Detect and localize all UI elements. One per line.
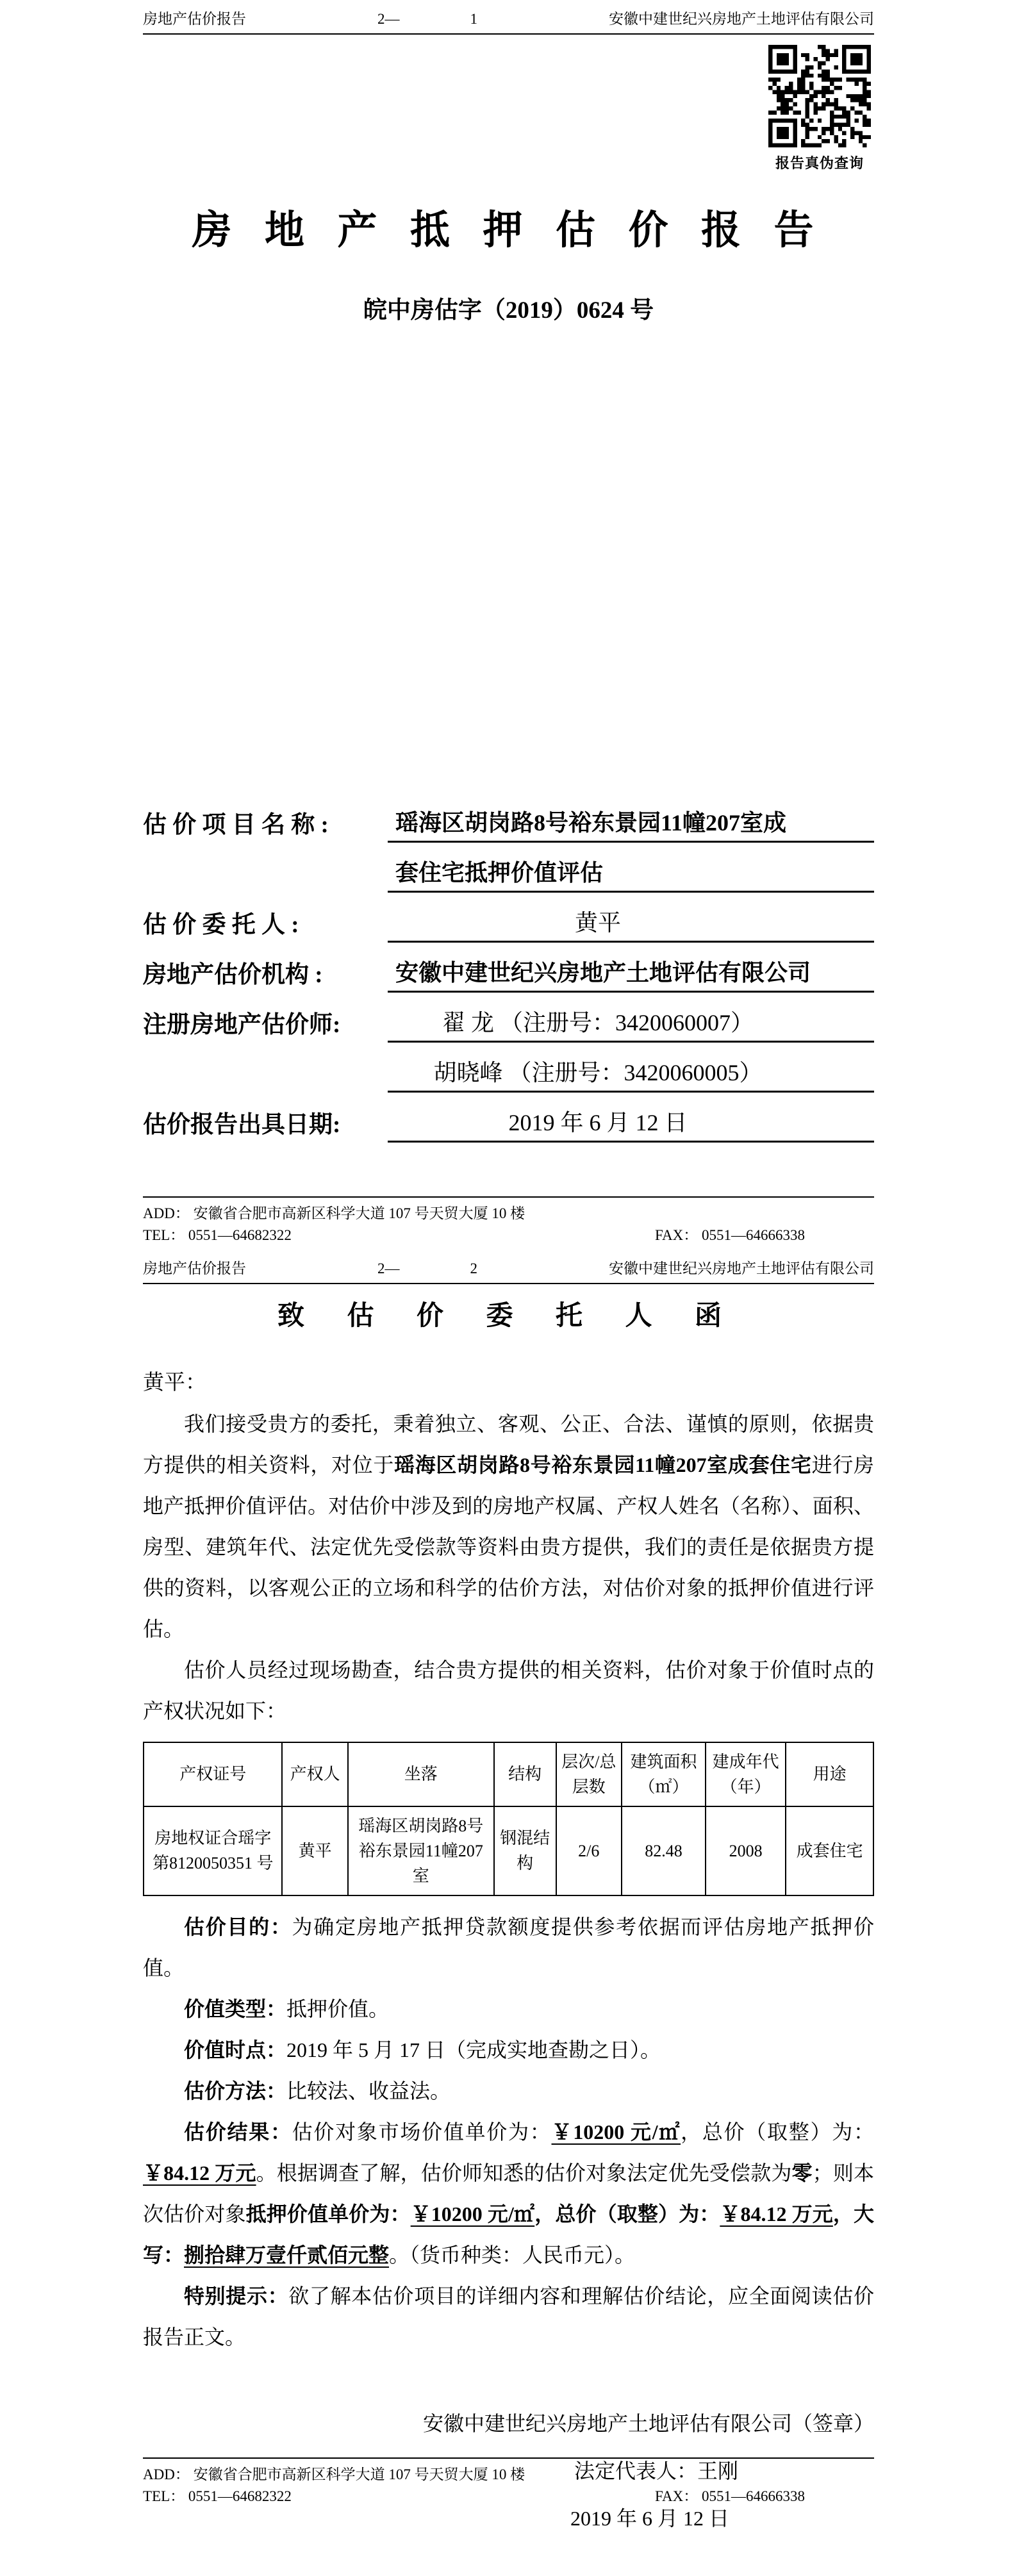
signature-company: 安徽中建世纪兴房地产土地评估有限公司（签章） [422,2411,874,2435]
item-label: 特别提示： [184,2284,289,2308]
footer-fax: FAX： 0551—64666338 [654,2488,805,2504]
text-segment: 捌拾肆万壹仟贰佰元整 [184,2243,390,2266]
page-footer [143,2457,874,2507]
table-header-cell: 产权证号 [144,1742,282,1806]
page-footer [143,1196,874,1246]
text-segment: 2019 年 5 月 17 日（完成实地查勘之日）。 [286,2038,661,2061]
table-cell: 成套住宅 [786,1806,873,1895]
table-cell: 82.48 [622,1806,706,1895]
text-segment: 我们接受贵方的委托，秉着独立、客观、公正、合法、谨慎的原则，依据贵方提供的相关资料，对位于 [143,1412,874,1476]
form-field-row [143,1093,874,1143]
header-doc-title: 房地产估价报告 [143,11,246,27]
letter-title: 致 估 价 委 托 人 函 [277,1301,740,1331]
text-segment: 。（货币种类：人民币元）。 [389,2243,636,2266]
table-header-row [144,1742,873,1806]
field-label [143,1089,388,1093]
footer-tel: TEL： 0551—64682322 [143,2488,292,2504]
text-segment: 。根据调查了解，估价师知悉的估价对象法定优先受偿款为 [256,2161,792,2184]
table-header-cell: 坐落 [348,1742,494,1806]
table-row [144,1806,873,1895]
salutation: 黄平： [143,1371,206,1394]
text-segment: 估价人员经过现场勘查，结合贵方提供的相关资料，估价对象于价值时点的产权状况如下： [143,1658,874,1722]
field-label [143,889,388,893]
field-label: 估 价 项 目 名 称 : [143,811,329,838]
field-label: 估 价 委 托 人 : [143,911,299,938]
report-page-1 [0,0,1017,1250]
text-segment: 抵押价值单价为： [245,2202,411,2225]
form-field-row [143,893,874,943]
report-page-2 [0,1250,1017,2576]
header-total-pages: 2— [377,11,400,27]
table-cell: 房地权证合瑶字第8120050351 号 [144,1806,282,1895]
table-header-cell: 产权人 [282,1742,348,1806]
header-page-number [377,10,477,28]
qr-code-icon [768,45,871,147]
item-label: 估价方法： [184,2079,287,2102]
field-label: 估价报告出具日期: [143,1111,341,1138]
table-header-cell: 结构 [494,1742,556,1806]
text-segment: 零 [791,2161,813,2184]
footer-contact-row [143,1225,874,1246]
footer-address: ADD： 安徽省合肥市高新区科学大道 107 号天贸大厦 10 楼 [143,2466,525,2483]
signature-date: 2019 年 6 月 12 日 [570,2506,729,2530]
footer-fax: FAX： 0551—64666338 [654,1226,805,1243]
text-segment: ￥10200 元/㎡ [410,2202,535,2225]
form-field-row [143,1043,874,1093]
table-header-cell: 建成年代（年） [706,1742,786,1806]
signature-legal-representative: 法定代表人：王刚 [574,2459,738,2482]
text-segment: ￥84.12 万元 [720,2202,833,2225]
page-header [143,0,874,35]
table-cell: 2008 [706,1806,786,1895]
summary-item [143,2275,874,2357]
qr-caption: 报告真伪查询 [775,155,864,171]
form-field-row [143,943,874,993]
letter-paragraph-1 [143,1403,874,1649]
report-title: 房 地 产 抵 押 估 价 报 告 [192,208,825,252]
table-header-cell: 层次/总层数 [556,1742,622,1806]
text-segment: 欲了解本估价项目的详细内容和理解估价结论，应全面阅读估价报告正文。 [143,2284,874,2349]
text-segment: ，总价（取整）为： [681,2120,874,2143]
document-number: 皖中房估字（2019）0624 号 [363,297,654,324]
letter-paragraph-2 [143,1649,874,1731]
text-segment: ，大写： [143,2202,874,2266]
table-cell: 钢混结构 [494,1806,556,1895]
form-field-row [143,843,874,893]
header-current-page: 2 [470,1260,477,1276]
summary-item [143,2111,874,2275]
text-segment: ￥10200 元/㎡ [551,2120,681,2143]
header-company-name: 安徽中建世纪兴房地产土地评估有限公司 [609,1260,874,1276]
item-label: 估价结果： [184,2120,292,2143]
item-label: 价值类型： [184,1997,287,2020]
field-value: 2019 年 6 月 12 日 [388,1109,874,1143]
header-page-number [377,1260,477,1278]
header-doc-title: 房地产估价报告 [143,1260,246,1276]
text-segment: 进行房地产抵押价值评估。对估价中涉及到的房地产权属、产权人姓名（名称）、面积、房型、建筑年代、法定优先受偿款等资料由贵方提供，我们的责任是依据贵方提供的资料，以客观公正的立场和科学的估价方法，对估价对象的抵押价值进行评估。 [143,1453,874,1640]
field-value: 套住宅抵押价值评估 [388,859,874,893]
text-segment: 瑶海区胡岗路8号裕东景园11幢207室成套住宅 [394,1453,812,1476]
summary-item [143,2070,874,2111]
property-rights-table [143,1742,874,1896]
field-value: 瑶海区胡岗路8号裕东景园11幢207室成 [388,809,874,843]
text-segment: ￥84.12 万元 [143,2161,256,2184]
text-segment: 比较法、收益法。 [286,2079,451,2102]
footer-contact-row [143,2486,874,2507]
valuation-summary-items [143,1906,874,2357]
table-header-cell: 建筑面积（㎡） [622,1742,706,1806]
item-label: 价值时点： [184,2038,287,2061]
summary-item [143,1988,874,2029]
cover-form [143,793,874,1143]
text-segment: 估价对象市场价值单价为： [292,2120,552,2143]
text-segment: 为确定房地产抵押贷款额度提供参考依据而评估房地产抵押价值。 [143,1915,874,1979]
field-value: 胡晓峰 （注册号：3420060005） [388,1059,874,1093]
field-value: 安徽中建世纪兴房地产土地评估有限公司 [388,959,874,993]
field-value: 翟 龙 （注册号：3420060007） [388,1009,874,1043]
form-field-row [143,993,874,1043]
item-label: 估价目的： [184,1915,292,1938]
text-segment: ，总价（取整）为： [534,2202,720,2225]
qr-block [768,45,871,172]
form-field-row [143,793,874,843]
field-label: 房地产估价机构 : [143,961,323,988]
header-company-name: 安徽中建世纪兴房地产土地评估有限公司 [609,11,874,27]
table-header-cell: 用途 [786,1742,873,1806]
footer-tel: TEL： 0551—64682322 [143,1226,292,1243]
summary-item [143,1906,874,1988]
table-cell: 黄平 [282,1806,348,1895]
page-header [143,1250,874,1284]
summary-item [143,2029,874,2070]
header-current-page: 1 [470,11,477,27]
text-segment: ；则本次估价对象 [143,2161,874,2225]
table-cell: 瑶海区胡岗路8号裕东景园11幢207室 [348,1806,494,1895]
header-total-pages: 2— [377,1260,400,1276]
footer-address: ADD： 安徽省合肥市高新区科学大道 107 号天贸大厦 10 楼 [143,1205,525,1222]
field-label: 注册房地产估价师: [143,1011,341,1038]
field-value: 黄平 [388,909,874,943]
table-cell: 2/6 [556,1806,622,1895]
text-segment: 抵押价值。 [286,1997,390,2020]
